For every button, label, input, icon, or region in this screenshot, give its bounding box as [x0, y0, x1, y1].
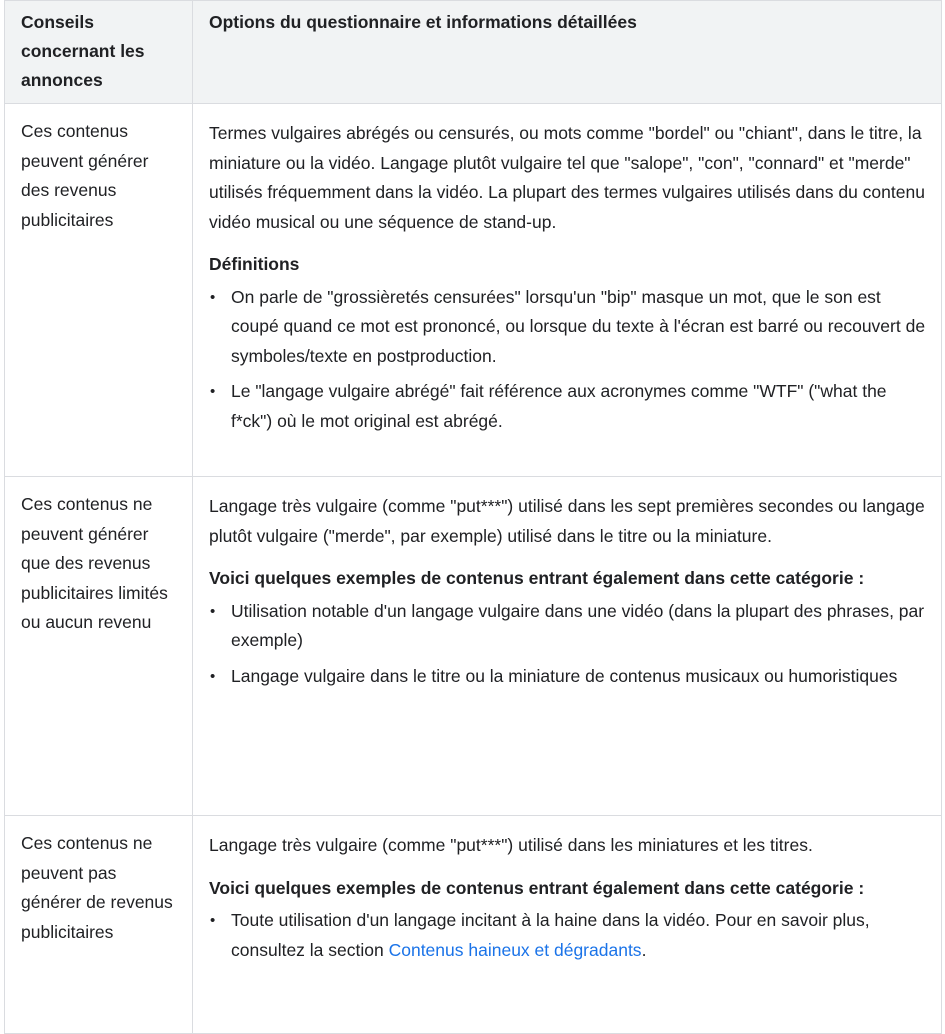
details-cell: [193, 477, 942, 816]
hateful-content-link[interactable]: Contenus haineux et dégradants: [388, 939, 642, 960]
table-row: [5, 477, 942, 816]
table-row: [5, 104, 942, 477]
list-item: • Le "langage vulgaire abrégé" fait référence aux acronymes comme "WTF" ("what the f*ck") où le mot original est abrégé.: [231, 377, 929, 436]
list-item-tail: .: [641, 939, 647, 960]
list-item-text: Toute utilisation d'un langage incitant à la haine dans la vidéo. Pour en savoir plus, consultez la section: [231, 910, 870, 960]
advice-cell: Ces contenus ne peuvent pas générer de revenus publicitaires: [5, 816, 193, 1034]
table-header-row: [5, 1, 942, 104]
list-item: • On parle de "grossièretés censurées" lorsqu'un "bip" masque un mot, que le son est coupé quand ce mot est prononcé, ou lorsque du texte à l'écran est barré ou recouvert de symboles/texte en postproduction.: [231, 283, 929, 372]
details-list: [209, 906, 929, 965]
list-item: [231, 906, 929, 965]
details-subheading: Définitions: [209, 254, 300, 274]
header-details: Options du questionnaire et informations détaillées: [193, 1, 942, 104]
details-list: [209, 283, 929, 437]
details-cell: [193, 104, 942, 477]
details-cell: [193, 816, 942, 1034]
details-intro: Langage très vulgaire (comme "put***") utilisé dans les sept premières secondes ou langage plutôt vulgaire ("merde", par exemple) utilisé dans le titre ou la miniature.: [209, 496, 925, 546]
monetization-guidelines-table: [4, 0, 942, 1034]
table-row: [5, 816, 942, 1034]
advice-cell: Ces contenus ne peuvent générer que des revenus publicitaires limités ou aucun revenu: [5, 477, 193, 816]
details-subheading: Voici quelques exemples de contenus entrant également dans cette catégorie :: [209, 877, 865, 898]
details-subheading: Voici quelques exemples de contenus entrant également dans cette catégorie :: [209, 568, 865, 588]
details-list: [209, 597, 929, 692]
advice-cell: Ces contenus peuvent générer des revenus publicitaires: [5, 104, 193, 477]
details-intro: Langage très vulgaire (comme "put***") utilisé dans les miniatures et les titres.: [209, 835, 813, 855]
header-advice: Conseils concernant les annonces: [5, 1, 193, 104]
list-item: • Utilisation notable d'un langage vulgaire dans une vidéo (dans la plupart des phrases, par exemple): [231, 597, 929, 656]
list-item: • Langage vulgaire dans le titre ou la miniature de contenus musicaux ou humoristiques: [231, 662, 929, 692]
details-intro: Termes vulgaires abrégés ou censurés, ou mots comme "bordel" ou "chiant", dans le titre, la miniature ou la vidéo. Langage plutôt vulgaire tel que "salope", "con", "connard" et "merde" utilisés fréquemment dans la vidéo. La plupart des termes vulgaires utilisés dans du contenu vidéo musical ou une séquence de stand-up.: [209, 123, 925, 232]
